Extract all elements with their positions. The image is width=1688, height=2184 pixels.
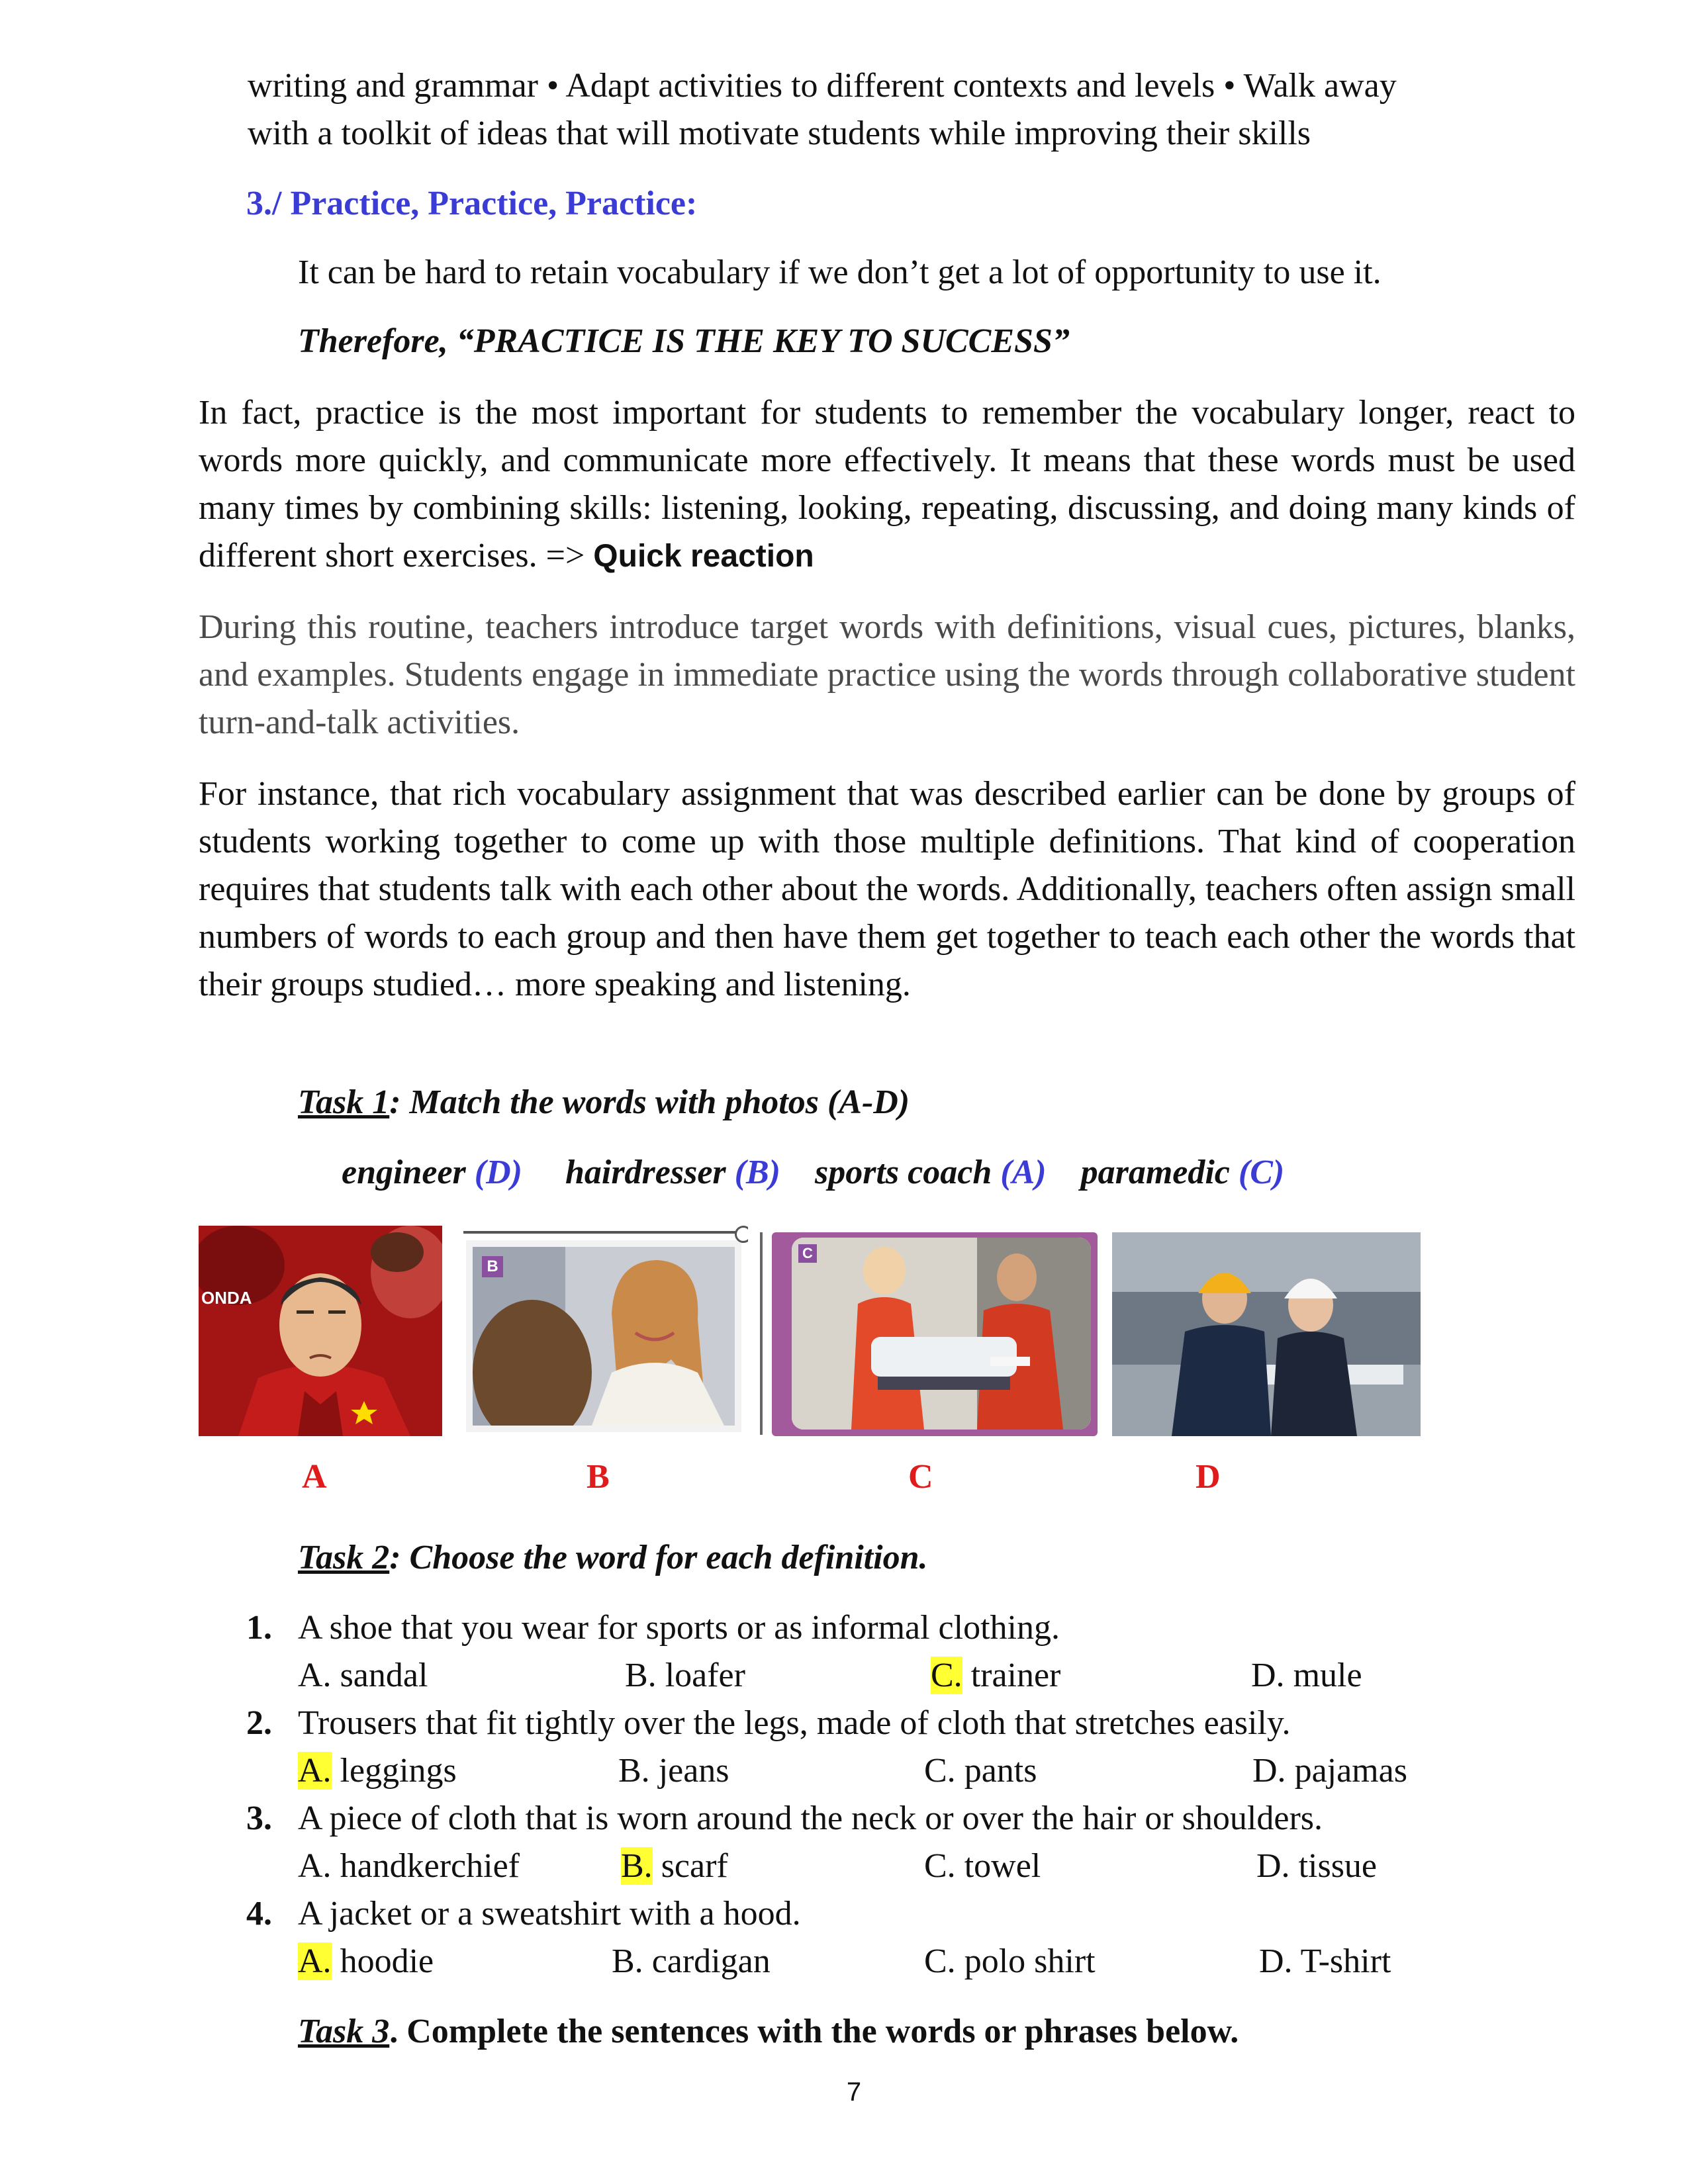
word-hairdresser: hairdresser xyxy=(565,1154,726,1191)
option-word: sandal xyxy=(331,1657,428,1694)
question-2-number: 2. xyxy=(246,1704,272,1742)
question-1-text: A shoe that you wear for sports or as informal clothing. xyxy=(298,1609,1060,1647)
intro-line-2: with a toolkit of ideas that will motivate students while improving their skills xyxy=(248,114,1311,152)
option-word: hoodie xyxy=(331,1942,434,1980)
option-word: jeans xyxy=(649,1752,729,1790)
task3-label: Task 3 xyxy=(298,2013,390,2050)
photo-badge-c: C xyxy=(798,1244,817,1263)
paragraph-practice xyxy=(199,389,1575,580)
page-number: 7 xyxy=(846,2077,862,2107)
frame-line xyxy=(463,1231,748,1234)
question-2-option-a xyxy=(298,1747,457,1795)
option-word: handkerchief xyxy=(331,1847,520,1885)
option-letter: D. xyxy=(1256,1847,1290,1885)
option-word: loafer xyxy=(656,1657,745,1694)
task1-word-list xyxy=(342,1149,1284,1197)
option-word: towel xyxy=(955,1847,1041,1885)
task2-heading xyxy=(298,1534,928,1582)
option-letter: B. xyxy=(612,1942,643,1980)
word-sports-coach: sports coach xyxy=(815,1154,992,1191)
option-word: scarf xyxy=(652,1847,728,1885)
question-1-option-d xyxy=(1251,1652,1362,1700)
photo-coach xyxy=(199,1226,442,1436)
option-word: mule xyxy=(1284,1657,1362,1694)
column-divider xyxy=(760,1232,763,1435)
photo-letter-a: A xyxy=(302,1458,327,1496)
task3-title: . Complete the sentences with the words or phrases below. xyxy=(389,2013,1239,2050)
option-letter: A. xyxy=(298,1657,332,1694)
task1-heading xyxy=(298,1079,910,1126)
question-3-number: 3. xyxy=(246,1799,272,1837)
task3-heading xyxy=(298,2008,1239,2056)
photo-paramedic xyxy=(772,1232,1098,1436)
question-2-option-d xyxy=(1252,1747,1407,1795)
answer-paramedic: (C) xyxy=(1238,1154,1285,1191)
option-letter: C. xyxy=(924,1847,956,1885)
option-letter: B. xyxy=(625,1657,657,1694)
paragraph-routine: During this routine, teachers introduce target words with definitions, visual cues, pictures, blanks, and examples. Students engage in immediate practice using the words through collaborative student turn-and-talk activities. xyxy=(199,608,1575,741)
question-1-option-b xyxy=(625,1652,745,1700)
answer-engineer: (D) xyxy=(474,1154,522,1191)
option-word: cardigan xyxy=(643,1942,771,1980)
option-letter-highlighted: A. xyxy=(298,1752,332,1790)
hairdresser-frame xyxy=(466,1240,741,1432)
photo-hairdresser xyxy=(463,1226,748,1436)
question-3-option-c xyxy=(924,1843,1041,1890)
option-letter: D. xyxy=(1259,1942,1293,1980)
word-paramedic: paramedic xyxy=(1080,1154,1230,1191)
question-2-option-c xyxy=(924,1747,1037,1795)
section-sentence: It can be hard to retain vocabulary if we don’t get a lot of opportunity to use it. xyxy=(298,253,1382,291)
resize-handle xyxy=(735,1226,748,1243)
option-letter: A. xyxy=(298,1847,332,1885)
photo-badge-b: B xyxy=(482,1256,503,1277)
option-letter: D. xyxy=(1251,1657,1285,1694)
option-word: T-shirt xyxy=(1292,1942,1391,1980)
question-2-text: Trousers that fit tightly over the legs, made of cloth that stretches easily. xyxy=(298,1704,1291,1742)
option-letter-highlighted: A. xyxy=(298,1942,332,1980)
question-4-option-a xyxy=(298,1938,434,1985)
question-4-option-d xyxy=(1259,1938,1391,1985)
question-2-option-b xyxy=(618,1747,729,1795)
option-word: leggings xyxy=(331,1752,457,1790)
question-1-number: 1. xyxy=(246,1609,272,1647)
task2-title: : Choose the word for each definition. xyxy=(389,1539,928,1576)
question-4-option-b xyxy=(612,1938,771,1985)
question-1-option-a xyxy=(298,1652,428,1700)
question-1-option-c xyxy=(931,1652,1060,1700)
quick-reaction: Quick reaction xyxy=(593,539,814,574)
answer-sports-coach: (A) xyxy=(1000,1154,1047,1191)
option-word: tissue xyxy=(1289,1847,1378,1885)
key-quote: Therefore, “PRACTICE IS THE KEY TO SUCCESS” xyxy=(298,322,1070,360)
question-3-option-a xyxy=(298,1843,520,1890)
question-3-text: A piece of cloth that is worn around the neck or over the hair or shoulders. xyxy=(298,1799,1323,1837)
question-3-option-b xyxy=(621,1843,728,1890)
intro-line-1: writing and grammar • Adapt activities to different contexts and levels • Walk away xyxy=(248,67,1397,105)
photo-engineer xyxy=(1112,1232,1421,1436)
brand-text: ONDA xyxy=(201,1288,252,1308)
option-letter-highlighted: C. xyxy=(931,1657,962,1694)
option-word: trainer xyxy=(962,1657,1061,1694)
paragraph-practice-text: In fact, practice is the most important for students to remember the vocabulary longer, react to words more quickly, and communicate more effectively. It means that these words must be used many times by combining skills: listening, looking, repeating, discussing, and doing many kinds of different short exercises. => xyxy=(199,394,1575,574)
option-word: polo shirt xyxy=(955,1942,1096,1980)
answer-hairdresser: (B) xyxy=(734,1154,780,1191)
photo-letter-c: C xyxy=(908,1458,933,1496)
question-4-number: 4. xyxy=(246,1895,272,1933)
option-letter: B. xyxy=(618,1752,650,1790)
question-4-text: A jacket or a sweatshirt with a hood. xyxy=(298,1895,801,1933)
photo-letter-b: B xyxy=(586,1458,610,1496)
photo-letter-d: D xyxy=(1196,1458,1221,1496)
option-word: pajamas xyxy=(1286,1752,1407,1790)
paragraph-instance: For instance, that rich vocabulary assignment that was described earlier can be done by groups of students working together to come up with those multiple definitions. That kind of cooperation requires that students talk with each other about the words. Additionally, teachers often assign small numbers of words to each group and then have them get together to teach each other the words that their groups studied… more speaking and listening. xyxy=(199,775,1575,1003)
section-heading: 3./ Practice, Practice, Practice: xyxy=(246,185,698,222)
option-word: pants xyxy=(955,1752,1037,1790)
option-letter-highlighted: B. xyxy=(621,1847,653,1885)
question-4-option-c xyxy=(924,1938,1096,1985)
option-letter: D. xyxy=(1252,1752,1286,1790)
word-engineer: engineer xyxy=(342,1154,466,1191)
option-letter: C. xyxy=(924,1752,956,1790)
question-3-option-d xyxy=(1256,1843,1377,1890)
option-letter: C. xyxy=(924,1942,956,1980)
paramedic-frame xyxy=(792,1238,1091,1430)
task1-label: Task 1 xyxy=(298,1083,390,1121)
task2-label: Task 2 xyxy=(298,1539,390,1576)
task1-title: : Match the words with photos (A-D) xyxy=(389,1083,910,1121)
